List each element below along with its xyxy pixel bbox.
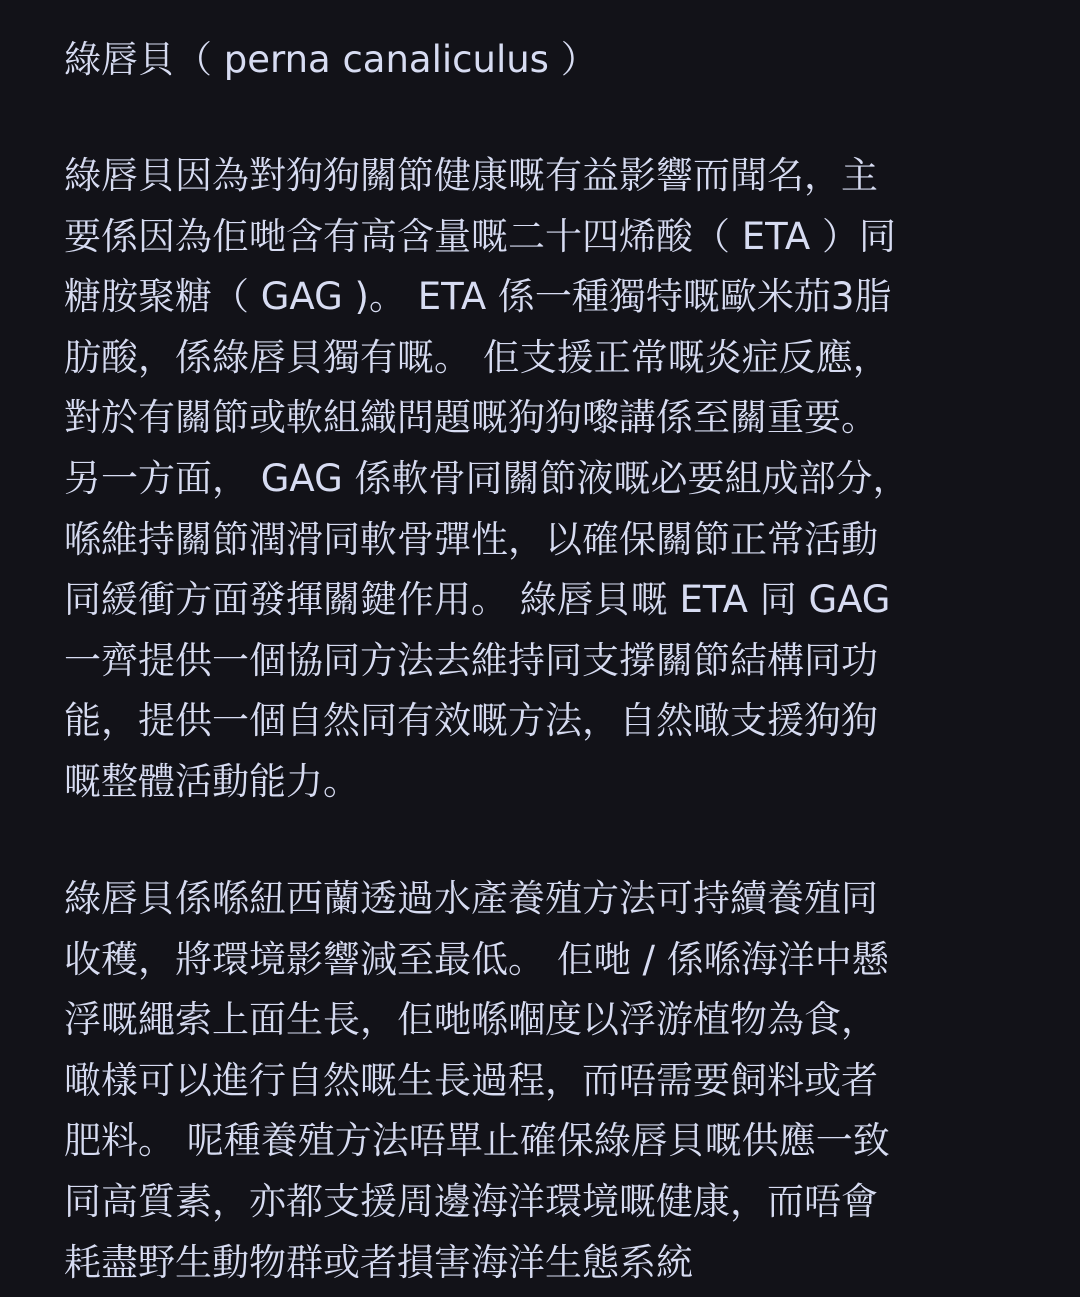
paragraph-line: 收穫，將環境影響減至最低。 佢哋 / 係喺海洋中懸	[64, 937, 889, 981]
paragraph-line: 肪酸，係綠唇貝獨有嘅。 佢支援正常嘅炎症反應，	[64, 335, 890, 379]
paragraph-line: 另一方面， GAG 係軟骨同關節液嘅必要組成部分，	[64, 456, 910, 500]
paragraph-line: 對於有關節或軟組織問題嘅狗狗嚟講係至關重要。	[64, 396, 878, 440]
paragraph-line: 肥料。 呢種養殖方法唔單止確保綠唇貝嘅供應一致	[64, 1119, 890, 1163]
paragraph-line: 噉樣可以進行自然嘅生長過程，而唔需要飼料或者	[64, 1058, 878, 1102]
paragraph-line: 喺維持關節潤滑同軟骨彈性，以確保關節正常活動	[64, 517, 878, 561]
paragraph-line: 耗盡野生動物群或者損害海洋生態系統	[64, 1240, 693, 1284]
paragraph-line: 同高質素，亦都支援周邊海洋環境嘅健康，而唔會	[64, 1179, 878, 1223]
paragraph-line: 浮嘅繩索上面生長，佢哋喺嗰度以浮游植物為食，	[64, 998, 878, 1042]
paragraph-joint-health	[64, 146, 1016, 813]
paragraph-line: 能，提供一個自然同有效嘅方法，自然噉支援狗狗	[64, 699, 878, 743]
paragraph-aquaculture	[64, 869, 1016, 1293]
paragraph-line: 糖胺聚糖（ GAG )。 ETA 係一種獨特嘅歐米茄3脂	[64, 275, 892, 319]
document-title: 綠唇貝（ perna canaliculus ）	[64, 38, 598, 81]
paragraph-line: 綠唇貝因為對狗狗關節健康嘅有益影響而聞名，主	[64, 154, 878, 197]
paragraph-line: 綠唇貝係喺紐西蘭透過水產養殖方法可持續養殖同	[64, 877, 878, 920]
paragraph-line: 一齊提供一個協同方法去維持同支撐關節結構同功	[64, 638, 878, 682]
paragraph-line: 嘅整體活動能力。	[64, 759, 360, 803]
paragraph-line: 同緩衝方面發揮關鍵作用。 綠唇貝嘅 ETA 同 GAG	[64, 578, 891, 622]
paragraph-line: 要係因為佢哋含有高含量嘅二十四烯酸（ ETA ）同	[64, 214, 896, 258]
